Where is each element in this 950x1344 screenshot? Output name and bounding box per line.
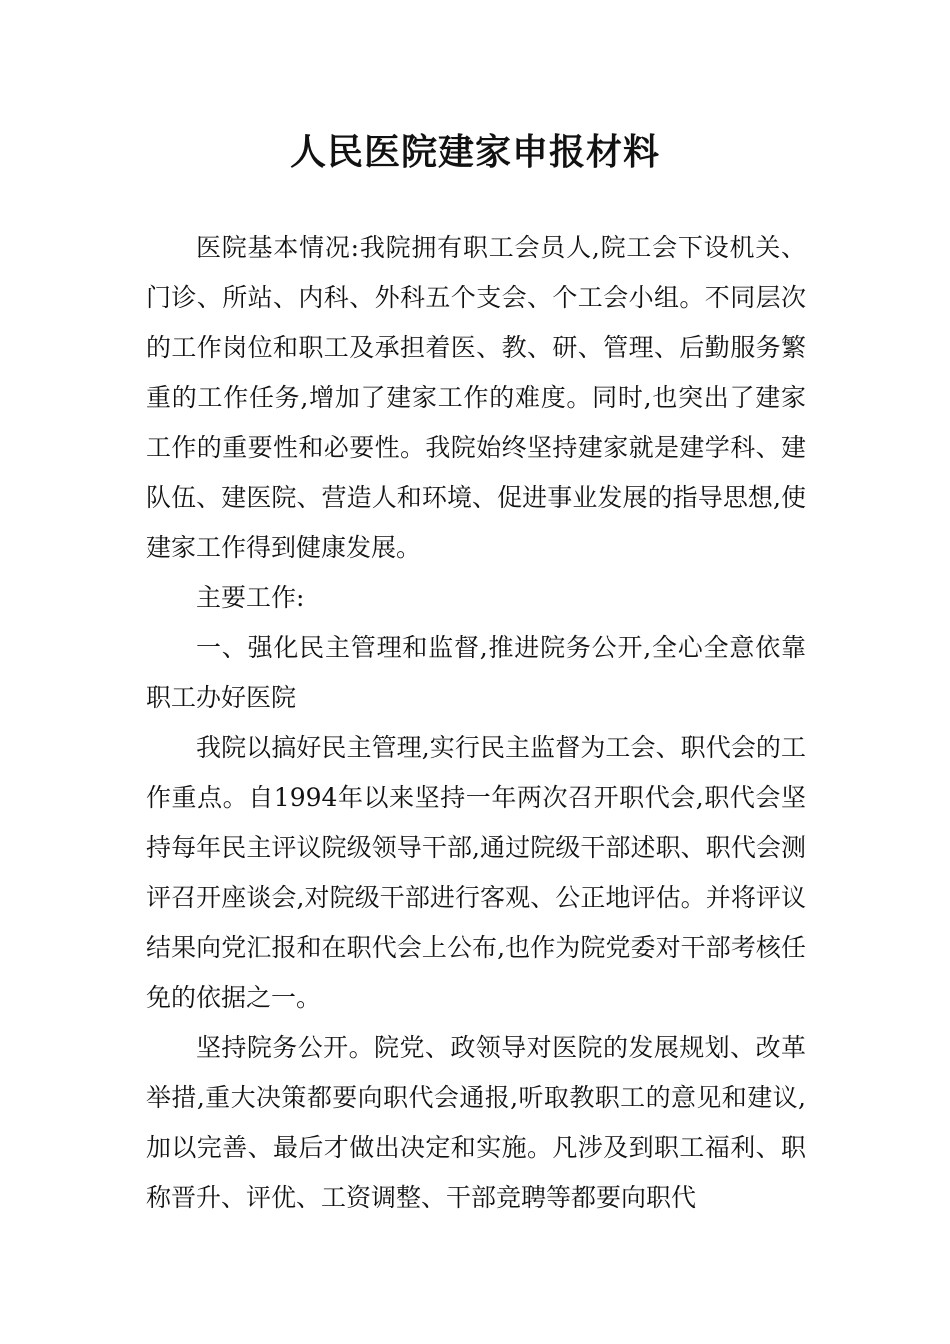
document-body xyxy=(146,223,806,1223)
document-title: 人民医院建家申报材料 xyxy=(289,131,660,173)
paragraph-main-work-heading: 主要工作: xyxy=(196,583,305,612)
paragraph-basic-info: 医院基本情况:我院拥有职工会员人,院工会下设机关、门诊、所站、内科、外科五个支会、个工会小组。不同层次的工作岗位和职工及承担着医、教、研、管理、后勤服务繁重的工作任务,增加了建家工作的难度。同时,也突出了建家工作的重要性和必要性。我院始终坚持建家就是建学科、建队伍、建医院、营造人和环境、促进事业发展的指导思想,使建家工作得到健康发展。 xyxy=(146,233,806,562)
paragraph-democratic-management: 我院以搞好民主管理,实行民主监督为工会、职代会的工作重点。自1994年以来坚持一年两次召开职代会,职代会坚持每年民主评议院级领导干部,通过院级干部述职、职代会测评召开座谈会,对院级干部进行客观、公正地评估。并将评议结果向党汇报和在职代会上公布,也作为院党委对干部考核任免的依据之一。 xyxy=(146,733,806,1012)
paragraph-hospital-affairs-public: 坚持院务公开。院党、政领导对医院的发展规划、改革举措,重大决策都要向职代会通报,听取教职工的意见和建议,加以完善、最后才做出决定和实施。凡涉及到职工福利、职称晋升、评优、工资调整、干部竞聘等都要向职代 xyxy=(146,1033,806,1212)
paragraph-section-one-heading: 一、强化民主管理和监督,推进院务公开,全心全意依靠职工办好医院 xyxy=(146,633,806,712)
